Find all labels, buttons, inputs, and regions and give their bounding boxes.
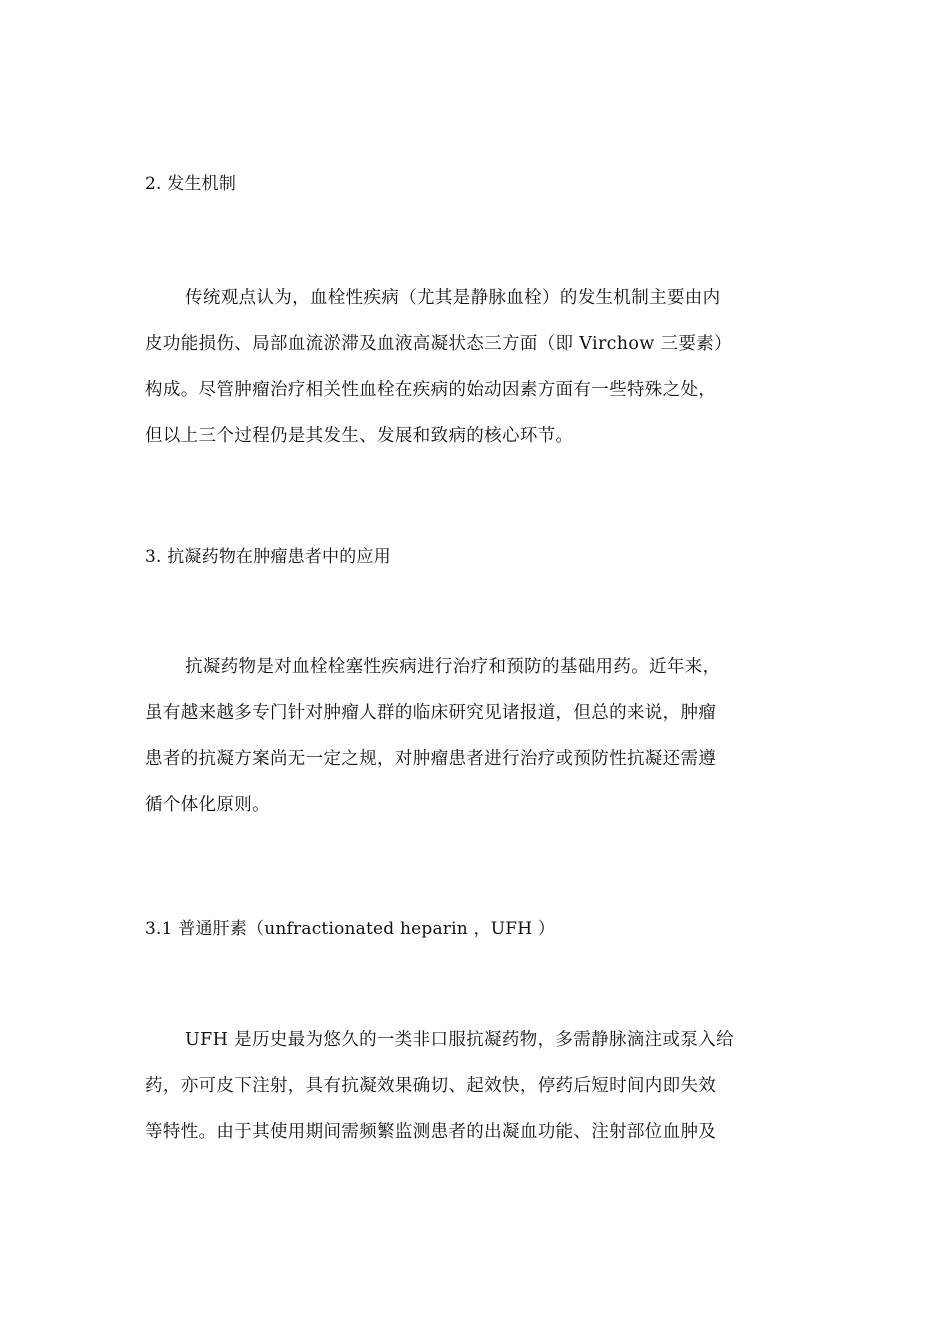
paragraph-line: 药，亦可皮下注射，具有抗凝效果确切、起效快，停药后短时间内即失效 [145,1076,717,1096]
paragraph-line: 循个体化原则。 [145,795,270,815]
paragraph-ufh [145,1017,810,1155]
paragraph-anticoagulants [145,644,810,828]
paragraph-line: 传统观点认为，血栓性疾病（尤其是静脉血栓）的发生机制主要由内 [185,288,721,308]
section-heading-2: 2. 发生机制 [145,174,237,194]
paragraph-line: 但以上三个过程仍是其发生、发展和致病的核心环节。 [145,426,574,446]
paragraph-line: 构成。尽管肿瘤治疗相关性血栓在疾病的始动因素方面有一些特殊之处， [145,380,717,400]
paragraph-line: 患者的抗凝方案尚无一定之规，对肿瘤患者进行治疗或预防性抗凝还需遵 [145,749,717,769]
paragraph-line: 皮功能损伤、局部血流淤滞及血液高凝状态三方面（即 Virchow 三要素） [145,334,732,354]
paragraph-line: 等特性。由于其使用期间需频繁监测患者的出凝血功能、注射部位血肿及 [145,1122,717,1142]
paragraph-line: UFH 是历史最为悠久的一类非口服抗凝药物，多需静脉滴注或泵入给 [185,1030,734,1050]
paragraph-line: 抗凝药物是对血栓栓塞性疾病进行治疗和预防的基础用药。近年来， [185,657,721,677]
paragraph-line: 虽有越来越多专门针对肿瘤人群的临床研究见诸报道，但总的来说，肿瘤 [145,703,717,723]
section-heading-3: 3. 抗凝药物在肿瘤患者中的应用 [145,547,391,567]
paragraph-mechanism [145,275,810,459]
section-heading-3-1: 3.1 普通肝素（unfractionated heparin ，UFH ） [145,919,556,939]
